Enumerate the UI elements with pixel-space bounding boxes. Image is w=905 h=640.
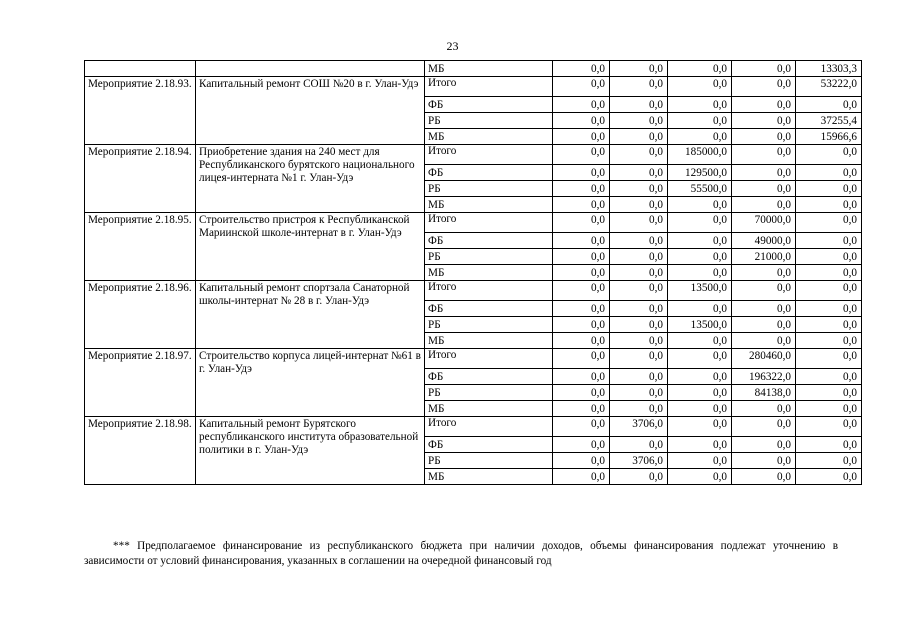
table-row [85,281,862,301]
value-cell: 0,0 [668,265,732,281]
value-cell: 0,0 [668,437,732,453]
value-cell: 0,0 [553,417,610,437]
value-cell: 13303,3 [796,61,862,77]
value-cell: 0,0 [553,437,610,453]
value-cell: 0,0 [732,301,796,317]
page-number: 23 [446,39,459,53]
value-cell: 0,0 [732,453,796,469]
value-cell: 0,0 [732,281,796,301]
value-cell: 0,0 [732,113,796,129]
source-cell: РБ [425,113,553,129]
event-id-cell: Мероприятие 2.18.98. [85,417,196,485]
source-cell: РБ [425,385,553,401]
value-cell: 0,0 [668,129,732,145]
value-cell: 0,0 [553,213,610,233]
value-cell: 0,0 [553,453,610,469]
description-cell-empty [196,61,425,77]
table-body [85,61,862,485]
value-cell: 0,0 [796,197,862,213]
value-cell: 0,0 [553,301,610,317]
value-cell: 0,0 [553,401,610,417]
value-cell: 70000,0 [732,213,796,233]
value-cell: 0,0 [610,369,668,385]
source-cell: ФБ [425,437,553,453]
source-cell: РБ [425,317,553,333]
value-cell: 0,0 [553,281,610,301]
value-cell: 0,0 [732,61,796,77]
event-id-cell: Мероприятие 2.18.94. [85,145,196,213]
value-cell: 0,0 [732,77,796,97]
value-cell: 0,0 [796,301,862,317]
footnote: *** Предполагаемое финансирование из республиканского бюджета при наличии доходов, объемы финансирования подлежат уточнению в зависимости от условий финансирования, указанных в соглашении на очередной финансовый год [84,540,838,567]
value-cell: 0,0 [732,181,796,197]
value-cell: 0,0 [796,317,862,333]
value-cell: 0,0 [553,369,610,385]
value-cell: 0,0 [668,249,732,265]
value-cell: 0,0 [796,401,862,417]
value-cell: 3706,0 [610,417,668,437]
value-cell: 0,0 [610,165,668,181]
value-cell: 0,0 [553,249,610,265]
value-cell: 0,0 [553,385,610,401]
value-cell: 0,0 [610,401,668,417]
value-cell: 0,0 [610,61,668,77]
source-cell: Итого [425,77,553,97]
source-cell: МБ [425,469,553,485]
value-cell: 0,0 [610,197,668,213]
value-cell: 0,0 [610,281,668,301]
value-cell: 0,0 [553,265,610,281]
value-cell: 129500,0 [668,165,732,181]
value-cell: 0,0 [732,317,796,333]
value-cell: 0,0 [796,265,862,281]
value-cell: 0,0 [668,213,732,233]
value-cell: 0,0 [668,401,732,417]
event-cell-empty [85,61,196,77]
value-cell: 0,0 [610,437,668,453]
event-description-cell: Капитальный ремонт СОШ №20 в г. Улан-Удэ [196,77,425,145]
value-cell: 0,0 [796,181,862,197]
value-cell: 0,0 [610,301,668,317]
value-cell: 0,0 [553,197,610,213]
value-cell: 0,0 [732,145,796,165]
value-cell: 0,0 [668,77,732,97]
value-cell: 15966,6 [796,129,862,145]
event-id-cell: Мероприятие 2.18.97. [85,349,196,417]
value-cell: 0,0 [668,333,732,349]
event-id-cell: Мероприятие 2.18.95. [85,213,196,281]
value-cell: 55500,0 [668,181,732,197]
value-cell: 0,0 [668,233,732,249]
source-cell: Итого [425,281,553,301]
source-cell: ФБ [425,369,553,385]
value-cell: 0,0 [610,469,668,485]
value-cell: 0,0 [796,281,862,301]
financing-table [84,60,862,485]
value-cell: 0,0 [610,181,668,197]
source-cell: ФБ [425,301,553,317]
event-description-cell: Капитальный ремонт спортзала Санаторной школы-интернат № 28 в г. Улан-Удэ [196,281,425,349]
value-cell: 0,0 [553,181,610,197]
value-cell: 0,0 [553,349,610,369]
value-cell: 0,0 [610,317,668,333]
event-description-cell: Приобретение здания на 240 мест для Республиканского бурятского национального лицея-интерната №1 г. Улан-Удэ [196,145,425,213]
value-cell: 0,0 [732,417,796,437]
value-cell: 0,0 [610,265,668,281]
table-row [85,213,862,233]
source-cell: Итого [425,213,553,233]
source-cell: МБ [425,129,553,145]
table-row [85,417,862,437]
value-cell: 0,0 [610,97,668,113]
value-cell: 0,0 [610,385,668,401]
value-cell: 0,0 [553,145,610,165]
value-cell: 53222,0 [796,77,862,97]
value-cell: 0,0 [553,113,610,129]
value-cell: 0,0 [668,97,732,113]
value-cell: 0,0 [553,333,610,349]
source-cell: МБ [425,333,553,349]
value-cell: 0,0 [553,97,610,113]
table-row [85,77,862,97]
source-cell: МБ [425,401,553,417]
source-cell: МБ [425,197,553,213]
value-cell: 0,0 [732,333,796,349]
value-cell: 0,0 [796,349,862,369]
value-cell: 0,0 [796,369,862,385]
value-cell: 0,0 [796,417,862,437]
value-cell: 0,0 [732,197,796,213]
value-cell: 0,0 [668,113,732,129]
value-cell: 37255,4 [796,113,862,129]
value-cell: 0,0 [732,265,796,281]
value-cell: 0,0 [668,453,732,469]
value-cell: 0,0 [553,233,610,249]
value-cell: 21000,0 [732,249,796,265]
value-cell: 0,0 [668,197,732,213]
value-cell: 0,0 [610,249,668,265]
value-cell: 0,0 [610,333,668,349]
value-cell: 0,0 [553,77,610,97]
value-cell: 0,0 [796,469,862,485]
value-cell: 0,0 [553,61,610,77]
value-cell: 0,0 [553,317,610,333]
source-cell: РБ [425,249,553,265]
event-id-cell: Мероприятие 2.18.96. [85,281,196,349]
value-cell: 0,0 [668,301,732,317]
value-cell: 0,0 [796,233,862,249]
value-cell: 0,0 [668,385,732,401]
source-cell: МБ [425,61,553,77]
value-cell: 0,0 [796,249,862,265]
value-cell: 185000,0 [668,145,732,165]
value-cell: 0,0 [610,113,668,129]
value-cell: 0,0 [732,97,796,113]
value-cell: 0,0 [610,129,668,145]
value-cell: 0,0 [610,145,668,165]
value-cell: 0,0 [668,349,732,369]
value-cell: 0,0 [553,469,610,485]
source-cell: МБ [425,265,553,281]
value-cell: 0,0 [796,165,862,181]
value-cell: 0,0 [553,129,610,145]
source-cell: Итого [425,145,553,165]
value-cell: 0,0 [732,165,796,181]
value-cell: 0,0 [610,233,668,249]
value-cell: 3706,0 [610,453,668,469]
event-id-cell: Мероприятие 2.18.93. [85,77,196,145]
table-row [85,349,862,369]
value-cell: 0,0 [732,469,796,485]
value-cell: 0,0 [796,453,862,469]
value-cell: 0,0 [796,145,862,165]
source-cell: РБ [425,181,553,197]
value-cell: 13500,0 [668,317,732,333]
value-cell: 49000,0 [732,233,796,249]
value-cell: 84138,0 [732,385,796,401]
value-cell: 0,0 [732,129,796,145]
value-cell: 0,0 [796,385,862,401]
value-cell: 0,0 [732,437,796,453]
source-cell: РБ [425,453,553,469]
value-cell: 196322,0 [732,369,796,385]
source-cell: ФБ [425,165,553,181]
value-cell: 0,0 [796,333,862,349]
value-cell: 0,0 [610,213,668,233]
value-cell: 0,0 [796,213,862,233]
table-row [85,145,862,165]
source-cell: Итого [425,417,553,437]
source-cell: Итого [425,349,553,369]
value-cell: 0,0 [668,61,732,77]
source-cell: ФБ [425,97,553,113]
event-description-cell: Капитальный ремонт Бурятского республиканского института образовательной политики в г. Улан-Удэ [196,417,425,485]
value-cell: 0,0 [553,165,610,181]
value-cell: 0,0 [796,437,862,453]
event-description-cell: Строительство корпуса лицей-интернат №61 в г. Улан-Удэ [196,349,425,417]
value-cell: 13500,0 [668,281,732,301]
value-cell: 0,0 [610,349,668,369]
source-cell: ФБ [425,233,553,249]
value-cell: 0,0 [732,401,796,417]
value-cell: 280460,0 [732,349,796,369]
value-cell: 0,0 [668,369,732,385]
value-cell: 0,0 [668,469,732,485]
table-row [85,61,862,77]
value-cell: 0,0 [668,417,732,437]
event-description-cell: Строительство пристроя к Республиканской Мариинской школе-интернат в г. Улан-Удэ [196,213,425,281]
value-cell: 0,0 [610,77,668,97]
value-cell: 0,0 [796,97,862,113]
